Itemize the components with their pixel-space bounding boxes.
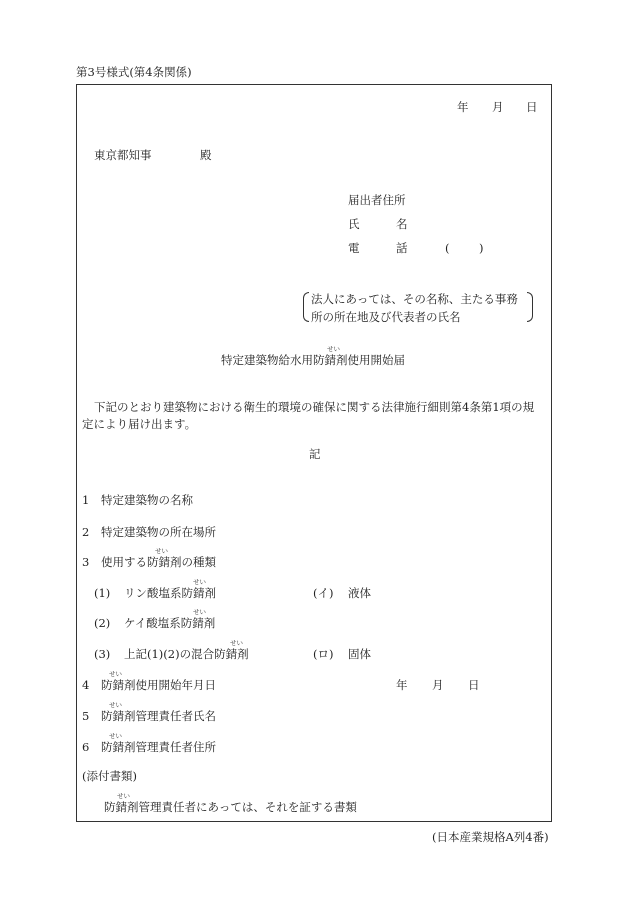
item-4-text: 防錆剤使用開始年月日	[101, 678, 216, 692]
applicant-address-label: 届出者住所	[348, 193, 406, 207]
body-line-2: 定により届け出ます。	[82, 417, 197, 431]
sub-3-number: (3)	[94, 647, 111, 661]
item-3-furigana: せい	[155, 547, 168, 555]
addressee-name: 東京都知事	[94, 148, 152, 162]
applicant-phone-label-1: 電	[348, 241, 360, 255]
item-3-number: 3	[82, 555, 90, 569]
item-4-month: 月	[432, 678, 444, 692]
item-2-text: 特定建築物の所在場所	[101, 525, 216, 539]
phone-paren-close: )	[479, 241, 484, 255]
corporate-note-line1: 法人にあっては、その名称、主たる事務	[311, 292, 518, 306]
sub-2-text: ケイ酸塩系防錆剤	[124, 616, 216, 630]
addressee-honorific: 殿	[200, 148, 212, 162]
applicant-phone-label-2: 話	[396, 241, 408, 255]
option-a-text: 液体	[348, 586, 371, 600]
option-b-number: (ロ)	[313, 647, 334, 661]
item-4-furigana: せい	[109, 670, 122, 678]
sub-3-text: 上記(1)(2)の混合防錆剤	[124, 647, 249, 661]
attachments-label: (添付書類)	[82, 769, 137, 783]
applicant-name-label-1: 氏	[348, 217, 360, 231]
sub-2-number: (2)	[94, 616, 111, 630]
sub-1-text: リン酸塩系防錆剤	[124, 586, 216, 600]
note-bracket-right	[527, 292, 533, 322]
form-title: 特定建築物給水用防錆剤使用開始届	[221, 353, 405, 367]
item-6-furigana: せい	[109, 732, 122, 740]
note-bracket-left	[303, 292, 309, 322]
title-furigana: せい	[327, 345, 340, 353]
body-line-1: 下記のとおり建築物における衛生的環境の確保に関する法律施行細則第4条第1項の規	[94, 400, 535, 414]
date-day-label: 日	[526, 100, 538, 114]
attachments-furigana: せい	[117, 792, 130, 800]
date-year-label: 年	[457, 100, 469, 114]
item-5-text: 防錆剤管理責任者氏名	[101, 709, 216, 723]
option-b-text: 固体	[348, 647, 371, 661]
sub-3-furigana: せい	[230, 639, 243, 647]
applicant-name-label-2: 名	[396, 217, 408, 231]
attachments-text: 防錆剤管理責任者にあっては、それを証する書類	[104, 800, 357, 814]
item-1-text: 特定建築物の名称	[101, 493, 193, 507]
option-a-number: (イ)	[313, 586, 334, 600]
sub-2-furigana: せい	[193, 608, 206, 616]
paper-size-note: (日本産業規格A列4番)	[432, 830, 549, 844]
form-number: 第3号様式(第4条関係)	[76, 65, 192, 79]
item-5-furigana: せい	[109, 701, 122, 709]
item-4-year: 年	[396, 678, 408, 692]
item-5-number: 5	[82, 709, 90, 723]
item-1-number: 1	[82, 493, 90, 507]
item-3-text: 使用する防錆剤の種類	[101, 555, 216, 569]
phone-paren-open: (	[445, 241, 450, 255]
item-4-day: 日	[468, 678, 480, 692]
item-6-text: 防錆剤管理責任者住所	[101, 740, 216, 754]
item-6-number: 6	[82, 740, 90, 754]
sub-1-furigana: せい	[193, 578, 206, 586]
date-month-label: 月	[492, 100, 504, 114]
item-4-number: 4	[82, 678, 90, 692]
corporate-note-line2: 所の所在地及び代表者の氏名	[311, 310, 461, 324]
ki-heading: 記	[309, 447, 321, 461]
item-2-number: 2	[82, 525, 90, 539]
sub-1-number: (1)	[94, 586, 111, 600]
